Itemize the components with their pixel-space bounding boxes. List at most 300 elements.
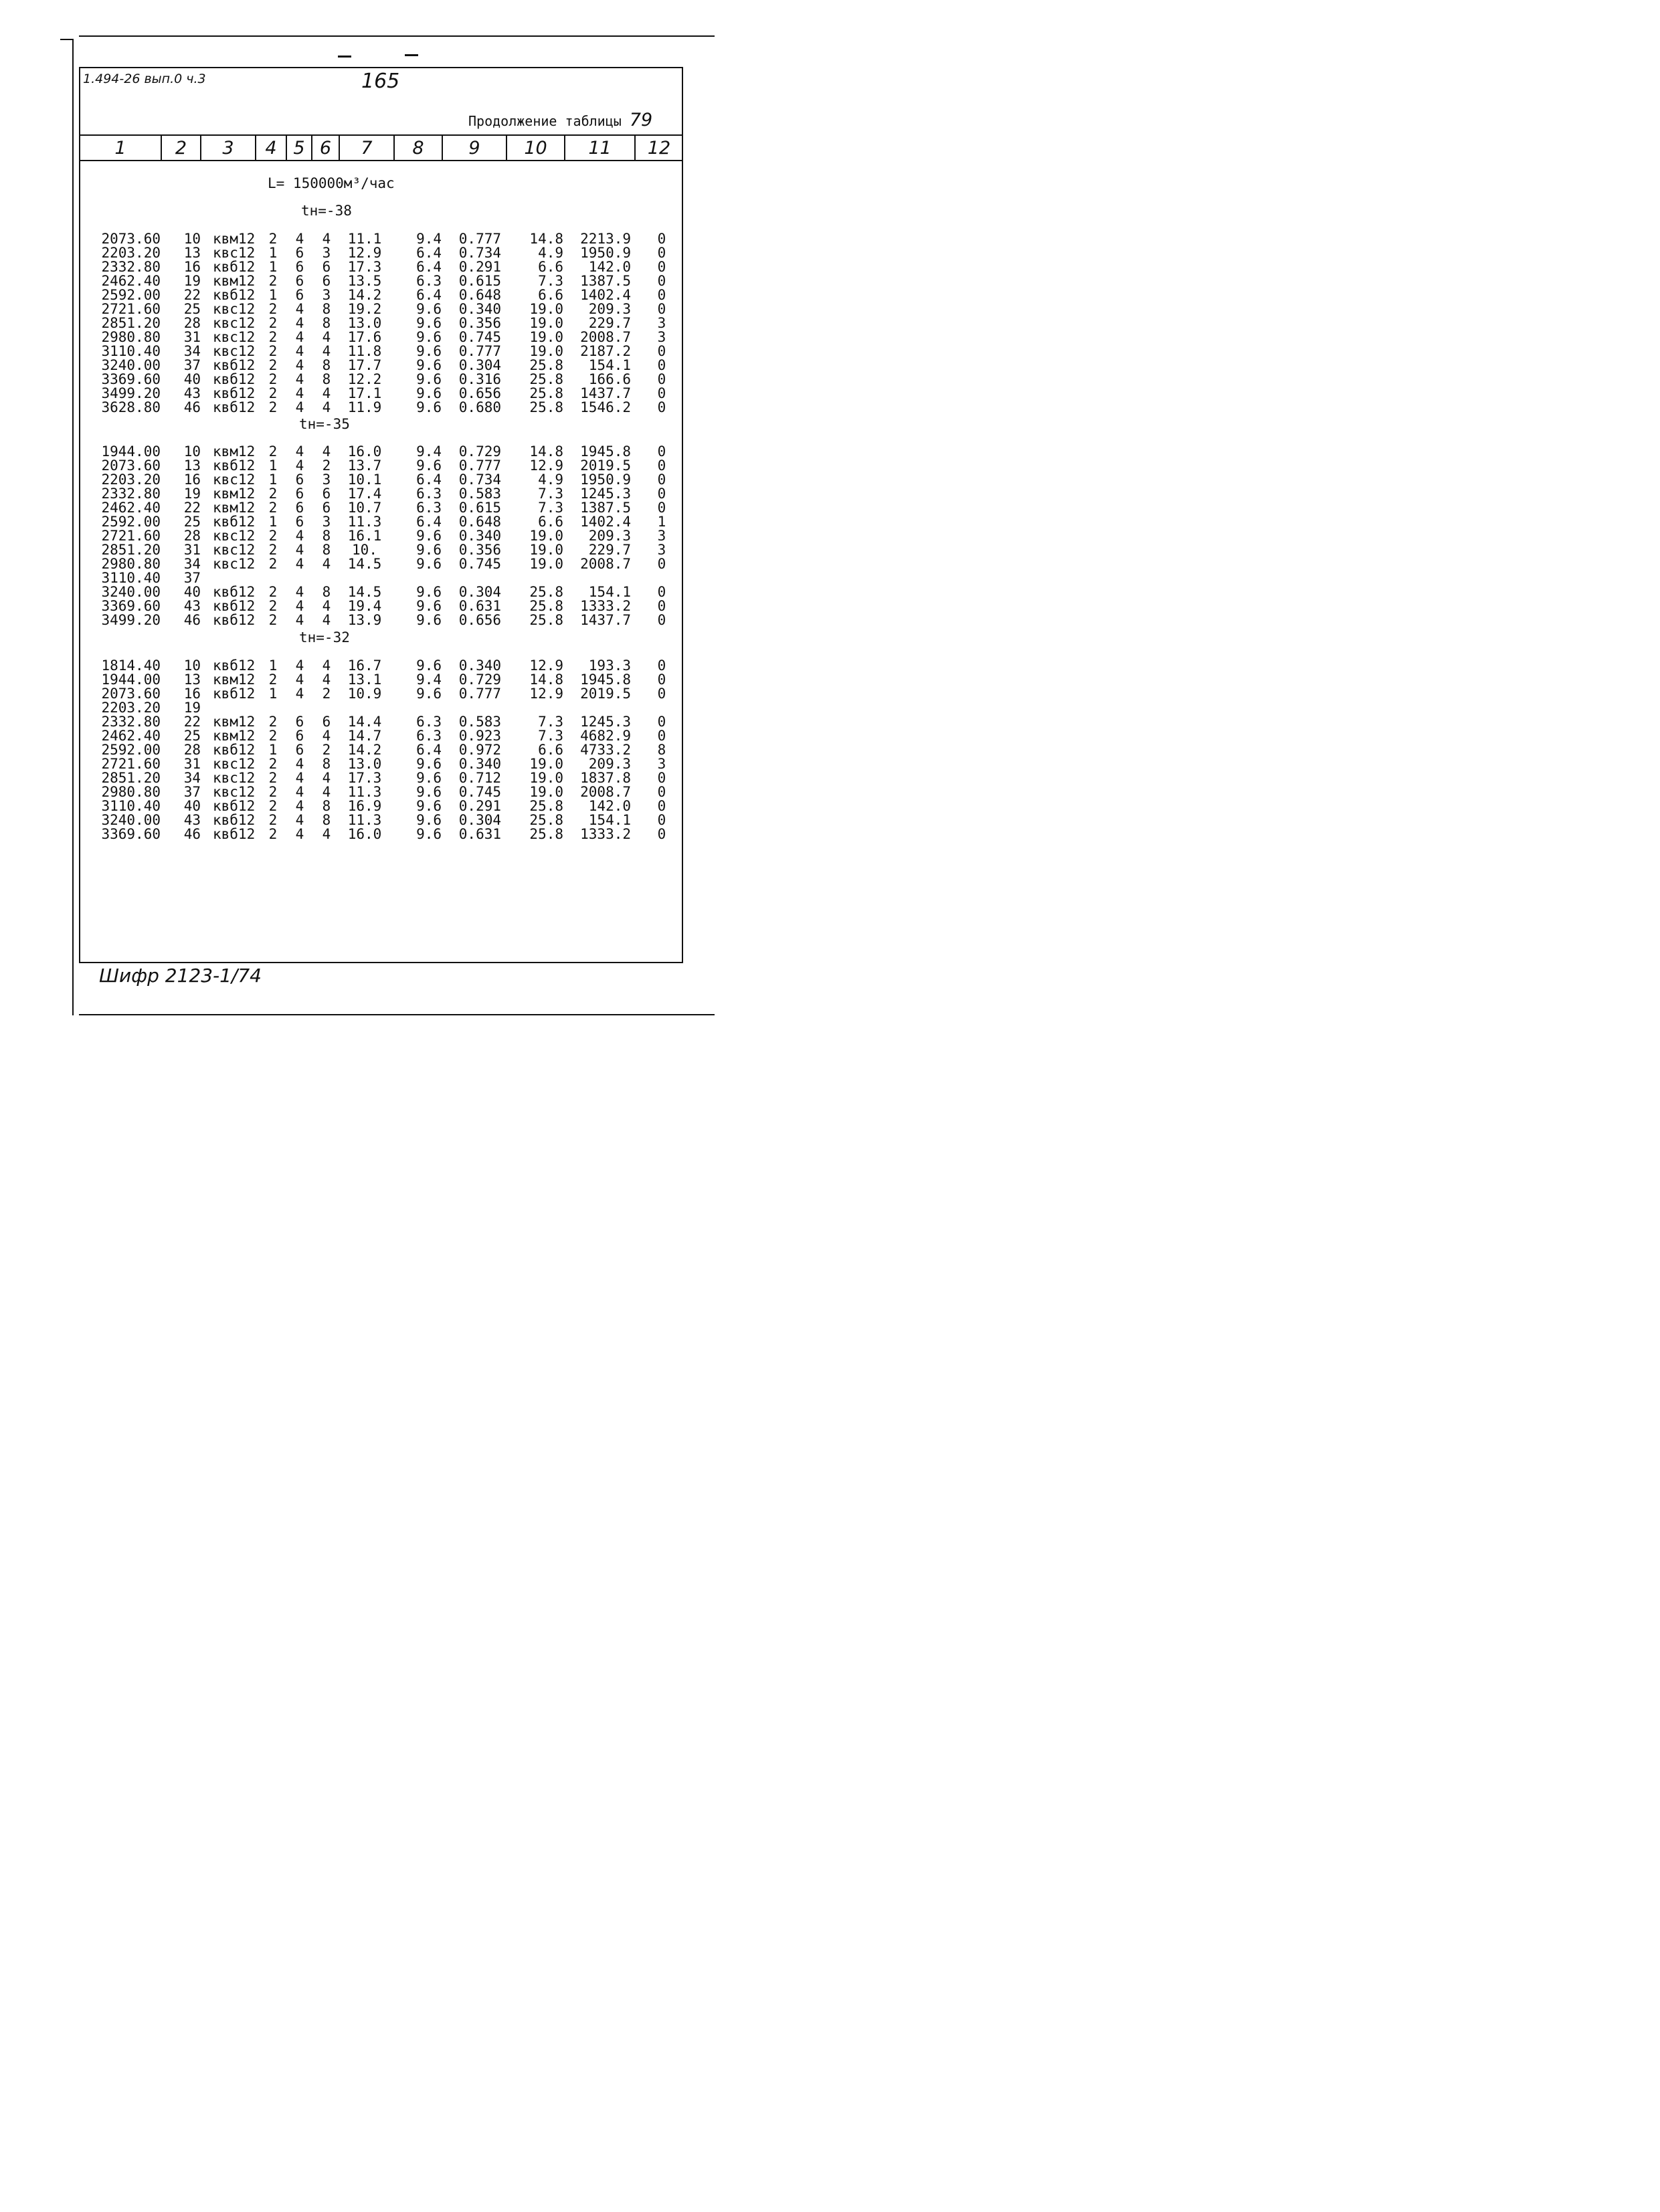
table-cell-col-4: 1 [268,658,278,674]
table-cell-col-12: 0 [657,273,666,289]
table-cell-col-9: 0.304 [458,584,501,600]
table-cell-col-9: 0.356 [458,542,501,558]
table-cell-col-6: 4 [322,385,331,401]
table-cell-col-3: квс12 [213,315,256,331]
table-cell-col-12: 0 [657,385,666,401]
table-row [0,401,779,415]
table-cell-col-1: 3240.00 [101,357,161,373]
table-cell-col-6: 6 [322,273,331,289]
table-cell-col-12: 0 [657,770,666,786]
table-cell-col-3: квб12 [213,371,256,387]
table-cell-col-11: 2213.9 [580,231,631,247]
table-cell-col-7: 11.9 [347,399,382,415]
table-cell-col-11: 1945.8 [580,443,631,460]
table-cell-col-3: квб12 [213,658,256,674]
table-cell-col-5: 6 [295,287,304,303]
table-cell-col-7: 13.1 [347,672,382,688]
table-row [0,529,779,543]
table-cell-col-8: 6.3 [416,714,442,730]
table-cell-col-6: 8 [322,812,331,828]
table-cell-col-9: 0.923 [458,728,501,744]
table-cell-col-2: 10 [183,231,201,247]
table-cell-col-7: 11.3 [347,812,382,828]
table-cell-col-2: 22 [183,500,201,516]
table-cell-col-10: 19.0 [529,329,563,345]
table-cell-col-12: 0 [657,714,666,730]
column-header: 3 [222,138,234,159]
table-cell-col-10: 6.6 [538,742,563,758]
table-cell-col-4: 2 [268,798,278,814]
table-cell-col-12: 0 [657,458,666,474]
table-cell-col-8: 9.6 [416,584,442,600]
table-cell-col-11: 1387.5 [580,273,631,289]
table-cell-col-9: 0.291 [458,798,501,814]
table-cell-col-10: 19.0 [529,301,563,317]
table-cell-col-7: 19.4 [347,598,382,614]
table-cell-col-4: 1 [268,245,278,261]
table-cell-col-12: 0 [657,399,666,415]
table-cell-col-11: 1402.4 [580,287,631,303]
table-row [0,687,779,701]
table-cell-col-7: 17.3 [347,770,382,786]
table-row [0,373,779,387]
table-cell-col-8: 9.6 [416,784,442,800]
table-row [0,543,779,557]
table-cell-col-2: 22 [183,287,201,303]
table-cell-col-11: 229.7 [588,315,631,331]
table-cell-col-11: 154.1 [588,812,631,828]
table-cell-col-6: 8 [322,798,331,814]
table-cell-col-8: 6.3 [416,486,442,502]
table-cell-col-6: 6 [322,486,331,502]
table-cell-col-6: 6 [322,714,331,730]
table-cell-col-9: 0.734 [458,245,501,261]
table-cell-col-7: 11.1 [347,231,382,247]
table-cell-col-10: 25.8 [529,385,563,401]
table-cell-col-2: 10 [183,658,201,674]
table-cell-col-5: 4 [295,385,304,401]
table-cell-col-3: квб12 [213,798,256,814]
table-cell-col-7: 10.7 [347,500,382,516]
table-cell-col-12: 0 [657,231,666,247]
table-cell-col-8: 9.6 [416,658,442,674]
table-cell-col-10: 4.9 [538,472,563,488]
table-cell-col-1: 2592.00 [101,287,161,303]
table-row [0,599,779,613]
table-cell-col-9: 0.777 [458,231,501,247]
table-row [0,316,779,330]
table-cell-col-1: 3240.00 [101,584,161,600]
table-cell-col-8: 9.6 [416,686,442,702]
table-cell-col-5: 4 [295,584,304,600]
table-cell-col-2: 22 [183,714,201,730]
table-row [0,459,779,473]
table-cell-col-7: 13.0 [347,315,382,331]
table-cell-col-6: 8 [322,528,331,544]
table-cell-col-1: 2721.60 [101,301,161,317]
table-cell-col-11: 209.3 [588,528,631,544]
table-cell-col-12: 0 [657,259,666,275]
table-row [0,330,779,344]
column-header: 8 [412,138,424,159]
table-cell-col-2: 16 [183,259,201,275]
table-cell-col-3: квб12 [213,458,256,474]
table-cell-col-6: 4 [322,598,331,614]
table-row [0,501,779,515]
table-cell-col-3: квб12 [213,287,256,303]
table-cell-col-5: 4 [295,612,304,628]
table-row [0,473,779,487]
table-cell-col-10: 25.8 [529,371,563,387]
column-header: 1 [114,138,126,159]
table-cell-col-5: 4 [295,556,304,572]
table-cell-col-9: 0.777 [458,458,501,474]
table-cell-col-4: 2 [268,385,278,401]
table-cell-col-10: 25.8 [529,357,563,373]
table-cell-col-4: 2 [268,343,278,359]
table-cell-col-11: 1387.5 [580,500,631,516]
table-row [0,487,779,501]
table-cell-col-1: 1944.00 [101,672,161,688]
table-cell-col-3: квс12 [213,528,256,544]
table-cell-col-7: 11.3 [347,784,382,800]
table-cell-col-1: 3369.60 [101,598,161,614]
table-cell-col-3: квб12 [213,826,256,842]
table-cell-col-8: 9.6 [416,315,442,331]
table-cell-col-7: 16.0 [347,443,382,460]
table-cell-col-1: 2851.20 [101,542,161,558]
table-cell-col-5: 4 [295,686,304,702]
table-cell-col-9: 0.648 [458,514,501,530]
table-cell-col-5: 4 [295,784,304,800]
table-cell-col-11: 1546.2 [580,399,631,415]
column-header: 4 [265,138,277,159]
section-title: tн=-35 [299,416,350,432]
table-cell-col-5: 4 [295,301,304,317]
table-cell-col-7: 14.7 [347,728,382,744]
table-cell-col-9: 0.656 [458,612,501,628]
table-cell-col-10: 7.3 [538,273,563,289]
table-cell-col-10: 19.0 [529,770,563,786]
table-row [0,344,779,359]
table-cell-col-3: квм12 [213,273,256,289]
table-cell-col-12: 0 [657,486,666,502]
table-cell-col-5: 6 [295,500,304,516]
table-cell-col-1: 2073.60 [101,458,161,474]
table-cell-col-1: 2980.80 [101,556,161,572]
table-cell-col-7: 16.9 [347,798,382,814]
table-cell-col-6: 4 [322,343,331,359]
table-row [0,715,779,729]
column-header: 2 [175,138,187,159]
table-row [0,274,779,288]
table-cell-col-8: 9.6 [416,458,442,474]
table-cell-col-12: 0 [657,612,666,628]
table-cell-col-7: 12.2 [347,371,382,387]
table-cell-col-9: 0.777 [458,686,501,702]
table-cell-col-6: 8 [322,584,331,600]
table-cell-col-9: 0.316 [458,371,501,387]
table-cell-col-3: квб12 [213,385,256,401]
table-cell-col-9: 0.745 [458,556,501,572]
table-cell-col-11: 154.1 [588,584,631,600]
table-cell-col-5: 6 [295,742,304,758]
table-row [0,827,779,841]
table-cell-col-5: 6 [295,486,304,502]
table-number: 79 [629,110,653,130]
table-row [0,585,779,599]
table-row [0,613,779,627]
table-cell-col-2: 34 [183,343,201,359]
table-cell-col-12: 0 [657,500,666,516]
table-cell-col-8: 9.4 [416,672,442,688]
table-cell-col-7: 13.7 [347,458,382,474]
table-cell-col-8: 6.3 [416,728,442,744]
table-cell-col-1: 2332.80 [101,486,161,502]
table-cell-col-11: 2187.2 [580,343,631,359]
table-cell-col-3: квб12 [213,812,256,828]
table-cell-col-2: 40 [183,371,201,387]
table-cell-col-12: 0 [657,472,666,488]
table-cell-col-1: 2851.20 [101,315,161,331]
table-cell-col-3: квб12 [213,686,256,702]
table-cell-col-9: 0.972 [458,742,501,758]
table-cell-col-10: 25.8 [529,812,563,828]
table-cell-col-5: 4 [295,658,304,674]
table-cell-col-12: 0 [657,245,666,261]
table-cell-col-5: 6 [295,728,304,744]
table-cell-col-5: 6 [295,472,304,488]
table-cell-col-7: 14.5 [347,556,382,572]
table-cell-col-1: 2203.20 [101,700,161,716]
table-cell-col-4: 2 [268,542,278,558]
table-cell-col-5: 4 [295,812,304,828]
table-row [0,813,779,827]
table-cell-col-3: квб12 [213,742,256,758]
table-cell-col-10: 19.0 [529,343,563,359]
table-cell-col-10: 19.0 [529,528,563,544]
table-cell-col-4: 2 [268,714,278,730]
table-cell-col-8: 9.6 [416,528,442,544]
table-cell-col-2: 13 [183,458,201,474]
table-cell-col-2: 43 [183,385,201,401]
table-cell-col-3: квс12 [213,770,256,786]
table-cell-col-8: 9.6 [416,385,442,401]
table-row [0,701,779,715]
table-cell-col-8: 9.6 [416,343,442,359]
table-cell-col-2: 37 [183,570,201,586]
table-row [0,771,779,785]
table-cell-col-7: 10.9 [347,686,382,702]
table-cell-col-12: 0 [657,443,666,460]
table-cell-col-11: 166.6 [588,371,631,387]
table-cell-col-1: 3110.40 [101,343,161,359]
table-cell-col-1: 3628.80 [101,399,161,415]
table-cell-col-1: 2721.60 [101,756,161,772]
table-cell-col-9: 0.712 [458,770,501,786]
table-cell-col-5: 4 [295,826,304,842]
table-cell-col-1: 3110.40 [101,570,161,586]
table-cell-col-9: 0.631 [458,598,501,614]
table-cell-col-8: 9.6 [416,770,442,786]
column-header: 9 [468,138,480,159]
table-cell-col-6: 8 [322,315,331,331]
table-cell-col-11: 1245.3 [580,486,631,502]
table-cell-col-2: 46 [183,399,201,415]
table-cell-col-2: 43 [183,812,201,828]
table-cell-col-4: 2 [268,598,278,614]
table-row [0,729,779,743]
table-cell-col-6: 4 [322,826,331,842]
table-cell-col-4: 2 [268,756,278,772]
table-cell-col-8: 9.4 [416,443,442,460]
column-header: 7 [361,138,373,159]
table-cell-col-10: 7.3 [538,486,563,502]
table-cell-col-1: 2073.60 [101,686,161,702]
table-cell-col-4: 2 [268,672,278,688]
table-row [0,246,779,260]
table-cell-col-7: 17.4 [347,486,382,502]
table-cell-col-11: 1437.7 [580,612,631,628]
table-cell-col-1: 1944.00 [101,443,161,460]
table-cell-col-1: 2462.40 [101,728,161,744]
table-cell-col-6: 8 [322,301,331,317]
table-cell-col-6: 8 [322,371,331,387]
table-cell-col-1: 2332.80 [101,714,161,730]
table-cell-col-4: 2 [268,329,278,345]
table-cell-col-4: 2 [268,528,278,544]
flow-label: L= 150000м³/час [268,175,395,191]
table-cell-col-11: 1437.7 [580,385,631,401]
table-cell-col-8: 9.6 [416,357,442,373]
table-cell-col-10: 25.8 [529,598,563,614]
table-cell-col-4: 1 [268,514,278,530]
table-cell-col-2: 34 [183,770,201,786]
table-cell-col-10: 19.0 [529,784,563,800]
document-code: 1.494-26 вып.0 ч.3 [83,72,206,86]
table-cell-col-6: 6 [322,500,331,516]
table-cell-col-2: 31 [183,329,201,345]
table-row [0,757,779,771]
table-cell-col-9: 0.648 [458,287,501,303]
table-cell-col-10: 6.6 [538,287,563,303]
table-cell-col-3: квм12 [213,500,256,516]
table-cell-col-1: 3499.20 [101,385,161,401]
table-cell-col-8: 6.4 [416,514,442,530]
table-cell-col-5: 4 [295,399,304,415]
table-cell-col-6: 4 [322,658,331,674]
table-cell-col-4: 2 [268,584,278,600]
table-cell-col-5: 4 [295,458,304,474]
table-cell-col-6: 4 [322,770,331,786]
table-cell-col-9: 0.583 [458,714,501,730]
table-cell-col-6: 8 [322,756,331,772]
table-cell-col-5: 4 [295,798,304,814]
table-cell-col-4: 2 [268,371,278,387]
table-cell-col-3: квс12 [213,784,256,800]
table-cell-col-11: 1333.2 [580,826,631,842]
table-cell-col-6: 4 [322,672,331,688]
table-cell-col-10: 14.8 [529,231,563,247]
table-cell-col-2: 19 [183,486,201,502]
table-cell-col-3: квм12 [213,231,256,247]
table-cell-col-7: 14.4 [347,714,382,730]
table-cell-col-9: 0.340 [458,756,501,772]
table-cell-col-9: 0.340 [458,301,501,317]
table-cell-col-2: 10 [183,443,201,460]
table-cell-col-10: 7.3 [538,500,563,516]
table-cell-col-3: квс12 [213,542,256,558]
table-cell-col-2: 28 [183,315,201,331]
table-cell-col-12: 0 [657,357,666,373]
table-cell-col-7: 19.2 [347,301,382,317]
table-cell-col-6: 4 [322,612,331,628]
table-cell-col-7: 13.9 [347,612,382,628]
table-cell-col-8: 6.4 [416,259,442,275]
table-cell-col-6: 4 [322,399,331,415]
table-cell-col-8: 6.4 [416,245,442,261]
table-row [0,232,779,246]
table-cell-col-3: квс12 [213,472,256,488]
table-cell-col-12: 0 [657,598,666,614]
table-body [0,0,779,1044]
table-cell-col-12: 3 [657,542,666,558]
table-cell-col-10: 14.8 [529,443,563,460]
table-cell-col-10: 14.8 [529,672,563,688]
table-cell-col-1: 2332.80 [101,259,161,275]
table-cell-col-11: 4733.2 [580,742,631,758]
table-cell-col-4: 2 [268,357,278,373]
table-cell-col-12: 0 [657,798,666,814]
table-cell-col-1: 2203.20 [101,245,161,261]
table-cell-col-4: 2 [268,784,278,800]
table-cell-col-3: квб12 [213,612,256,628]
table-cell-col-8: 9.6 [416,399,442,415]
table-cell-col-8: 9.6 [416,612,442,628]
table-cell-col-9: 0.583 [458,486,501,502]
table-cell-col-10: 25.8 [529,584,563,600]
section-title: tн=-32 [299,629,350,645]
table-cell-col-11: 1333.2 [580,598,631,614]
table-cell-col-1: 2980.80 [101,329,161,345]
table-row [0,302,779,316]
table-cell-col-4: 1 [268,287,278,303]
table-cell-col-8: 9.6 [416,756,442,772]
table-cell-col-3: квб12 [213,584,256,600]
table-cell-col-11: 209.3 [588,301,631,317]
table-row [0,673,779,687]
table-cell-col-11: 1837.8 [580,770,631,786]
table-cell-col-11: 1945.8 [580,672,631,688]
table-cell-col-6: 8 [322,542,331,558]
table-row [0,359,779,373]
table-cell-col-2: 25 [183,728,201,744]
table-cell-col-10: 12.9 [529,458,563,474]
table-cell-col-12: 0 [657,343,666,359]
table-cell-col-3: квм12 [213,672,256,688]
table-cell-col-9: 0.680 [458,399,501,415]
table-cell-col-12: 1 [657,514,666,530]
table-cell-col-12: 0 [657,812,666,828]
table-cell-col-3: квс12 [213,329,256,345]
table-row [0,785,779,799]
table-cell-col-9: 0.734 [458,472,501,488]
table-cell-col-11: 1245.3 [580,714,631,730]
table-cell-col-5: 6 [295,273,304,289]
table-cell-col-12: 0 [657,686,666,702]
table-cell-col-6: 4 [322,329,331,345]
table-cell-col-12: 0 [657,301,666,317]
